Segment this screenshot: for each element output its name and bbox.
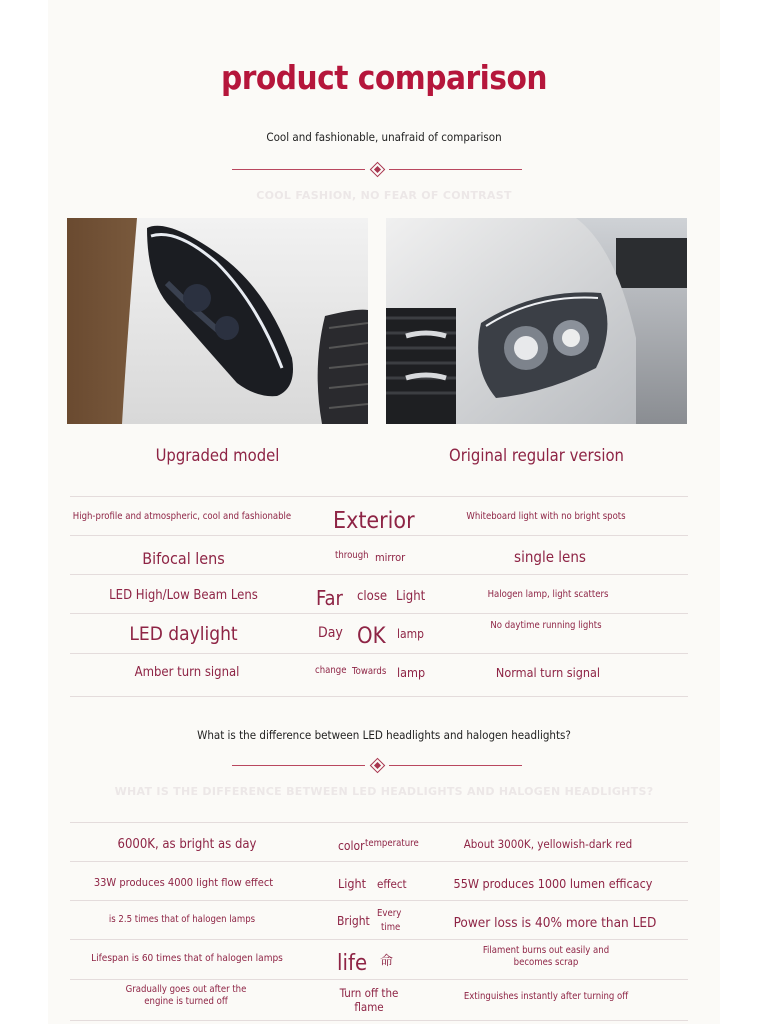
- ghost-heading: COOL FASHION, NO FEAR OF CONTRAST: [256, 189, 512, 202]
- table2-row-mid: Turn off the flame: [339, 986, 399, 1015]
- divider-right: [389, 169, 522, 170]
- table2-row-left: Gradually goes out after the engine is turned off: [125, 984, 247, 1007]
- table1-row-mid: lamp: [397, 627, 424, 641]
- table2-row-left: 33W produces 4000 light flow effect: [93, 876, 274, 889]
- ghost-heading-2: WHAT IS THE DIFFERENCE BETWEEN LED HEADLIGHTS AND HALOGEN HEADLIGHTS?: [114, 785, 654, 798]
- table2-divider: [70, 822, 688, 823]
- table2-row-mid: Bright: [337, 914, 370, 928]
- table1-row-left: Amber turn signal: [134, 665, 240, 680]
- table1-divider: [70, 613, 688, 614]
- table1-divider: [70, 653, 688, 654]
- table1-row-mid: close: [357, 589, 388, 604]
- table1-row-mid: Day: [318, 625, 343, 641]
- table1-row-right: Normal turn signal: [495, 665, 601, 680]
- table1-divider: [70, 574, 688, 575]
- column-left-heading: Upgraded model: [155, 446, 280, 465]
- table2-divider: [70, 979, 688, 980]
- table1-row-mid: Far: [316, 586, 343, 610]
- page-subtitle: Cool and fashionable, unafraid of comparison: [266, 130, 502, 144]
- table1-row-mid: mirror: [375, 551, 406, 564]
- table1-row-left: LED High/Low Beam Lens: [109, 588, 258, 603]
- table1-row-mid: OK: [357, 624, 386, 649]
- table1-row-right: Whiteboard light with no bright spots: [466, 511, 626, 522]
- table1-row-right: Halogen lamp, light scatters: [487, 589, 609, 600]
- table2-row-left: Lifespan is 60 times that of halogen lamps: [91, 953, 283, 964]
- table2-row-right: Power loss is 40% more than LED: [453, 915, 657, 931]
- table2-divider: [70, 900, 688, 901]
- column-right-heading: Original regular version: [449, 446, 624, 465]
- table1-row-mid: Light: [396, 589, 426, 604]
- table2-row-mid: temperature: [365, 838, 419, 849]
- table1-row-mid: Towards: [352, 666, 387, 677]
- table1-divider: [70, 696, 688, 697]
- section2-question: What is the difference between LED headlights and halogen headlights?: [197, 728, 571, 742]
- table1-row-mid: change: [315, 665, 347, 676]
- table2-row-right: Filament burns out easily and becomes scrap: [482, 945, 610, 968]
- table2-row-mid: time: [381, 922, 401, 933]
- table2-row-mid: effect: [377, 877, 407, 891]
- table1-row-left: LED daylight: [129, 623, 238, 645]
- table1-row-left: Bifocal lens: [142, 549, 225, 568]
- table1-row-mid: through: [335, 550, 369, 561]
- table2-row-mid: Every: [377, 908, 402, 919]
- table2-row-mid: Light: [338, 876, 367, 891]
- table2-row-left: 6000K, as bright as day: [117, 837, 257, 852]
- table2-row-mid: color: [338, 839, 365, 853]
- table1-row-left: High-profile and atmospheric, cool and fashionable: [72, 511, 292, 522]
- divider-left: [232, 765, 365, 766]
- upgraded-headlight-image: [67, 218, 368, 424]
- table2-row-right: 55W produces 1000 lumen efficacy: [453, 876, 653, 891]
- table2-row-left: is 2.5 times that of halogen lamps: [108, 914, 256, 925]
- table1-row-mid: lamp: [397, 665, 426, 680]
- table1-row-right: single lens: [514, 548, 586, 566]
- table2-row-mid: 命: [380, 954, 394, 969]
- table1-row-mid: Exterior: [333, 508, 415, 534]
- table1-divider: [70, 535, 688, 536]
- table1-row-right: No daytime running lights: [490, 620, 602, 631]
- table2-row-mid: life: [337, 951, 368, 976]
- original-headlight-image: [386, 218, 687, 424]
- table2-row-right: About 3000K, yellowish-dark red: [463, 837, 633, 851]
- page-title: product comparison: [220, 58, 548, 97]
- table2-divider: [70, 1020, 688, 1021]
- divider-left: [232, 169, 365, 170]
- table2-divider: [70, 939, 688, 940]
- divider-right: [389, 765, 522, 766]
- table1-divider: [70, 496, 688, 497]
- table2-row-right: Extinguishes instantly after turning off: [463, 991, 629, 1002]
- table2-divider: [70, 861, 688, 862]
